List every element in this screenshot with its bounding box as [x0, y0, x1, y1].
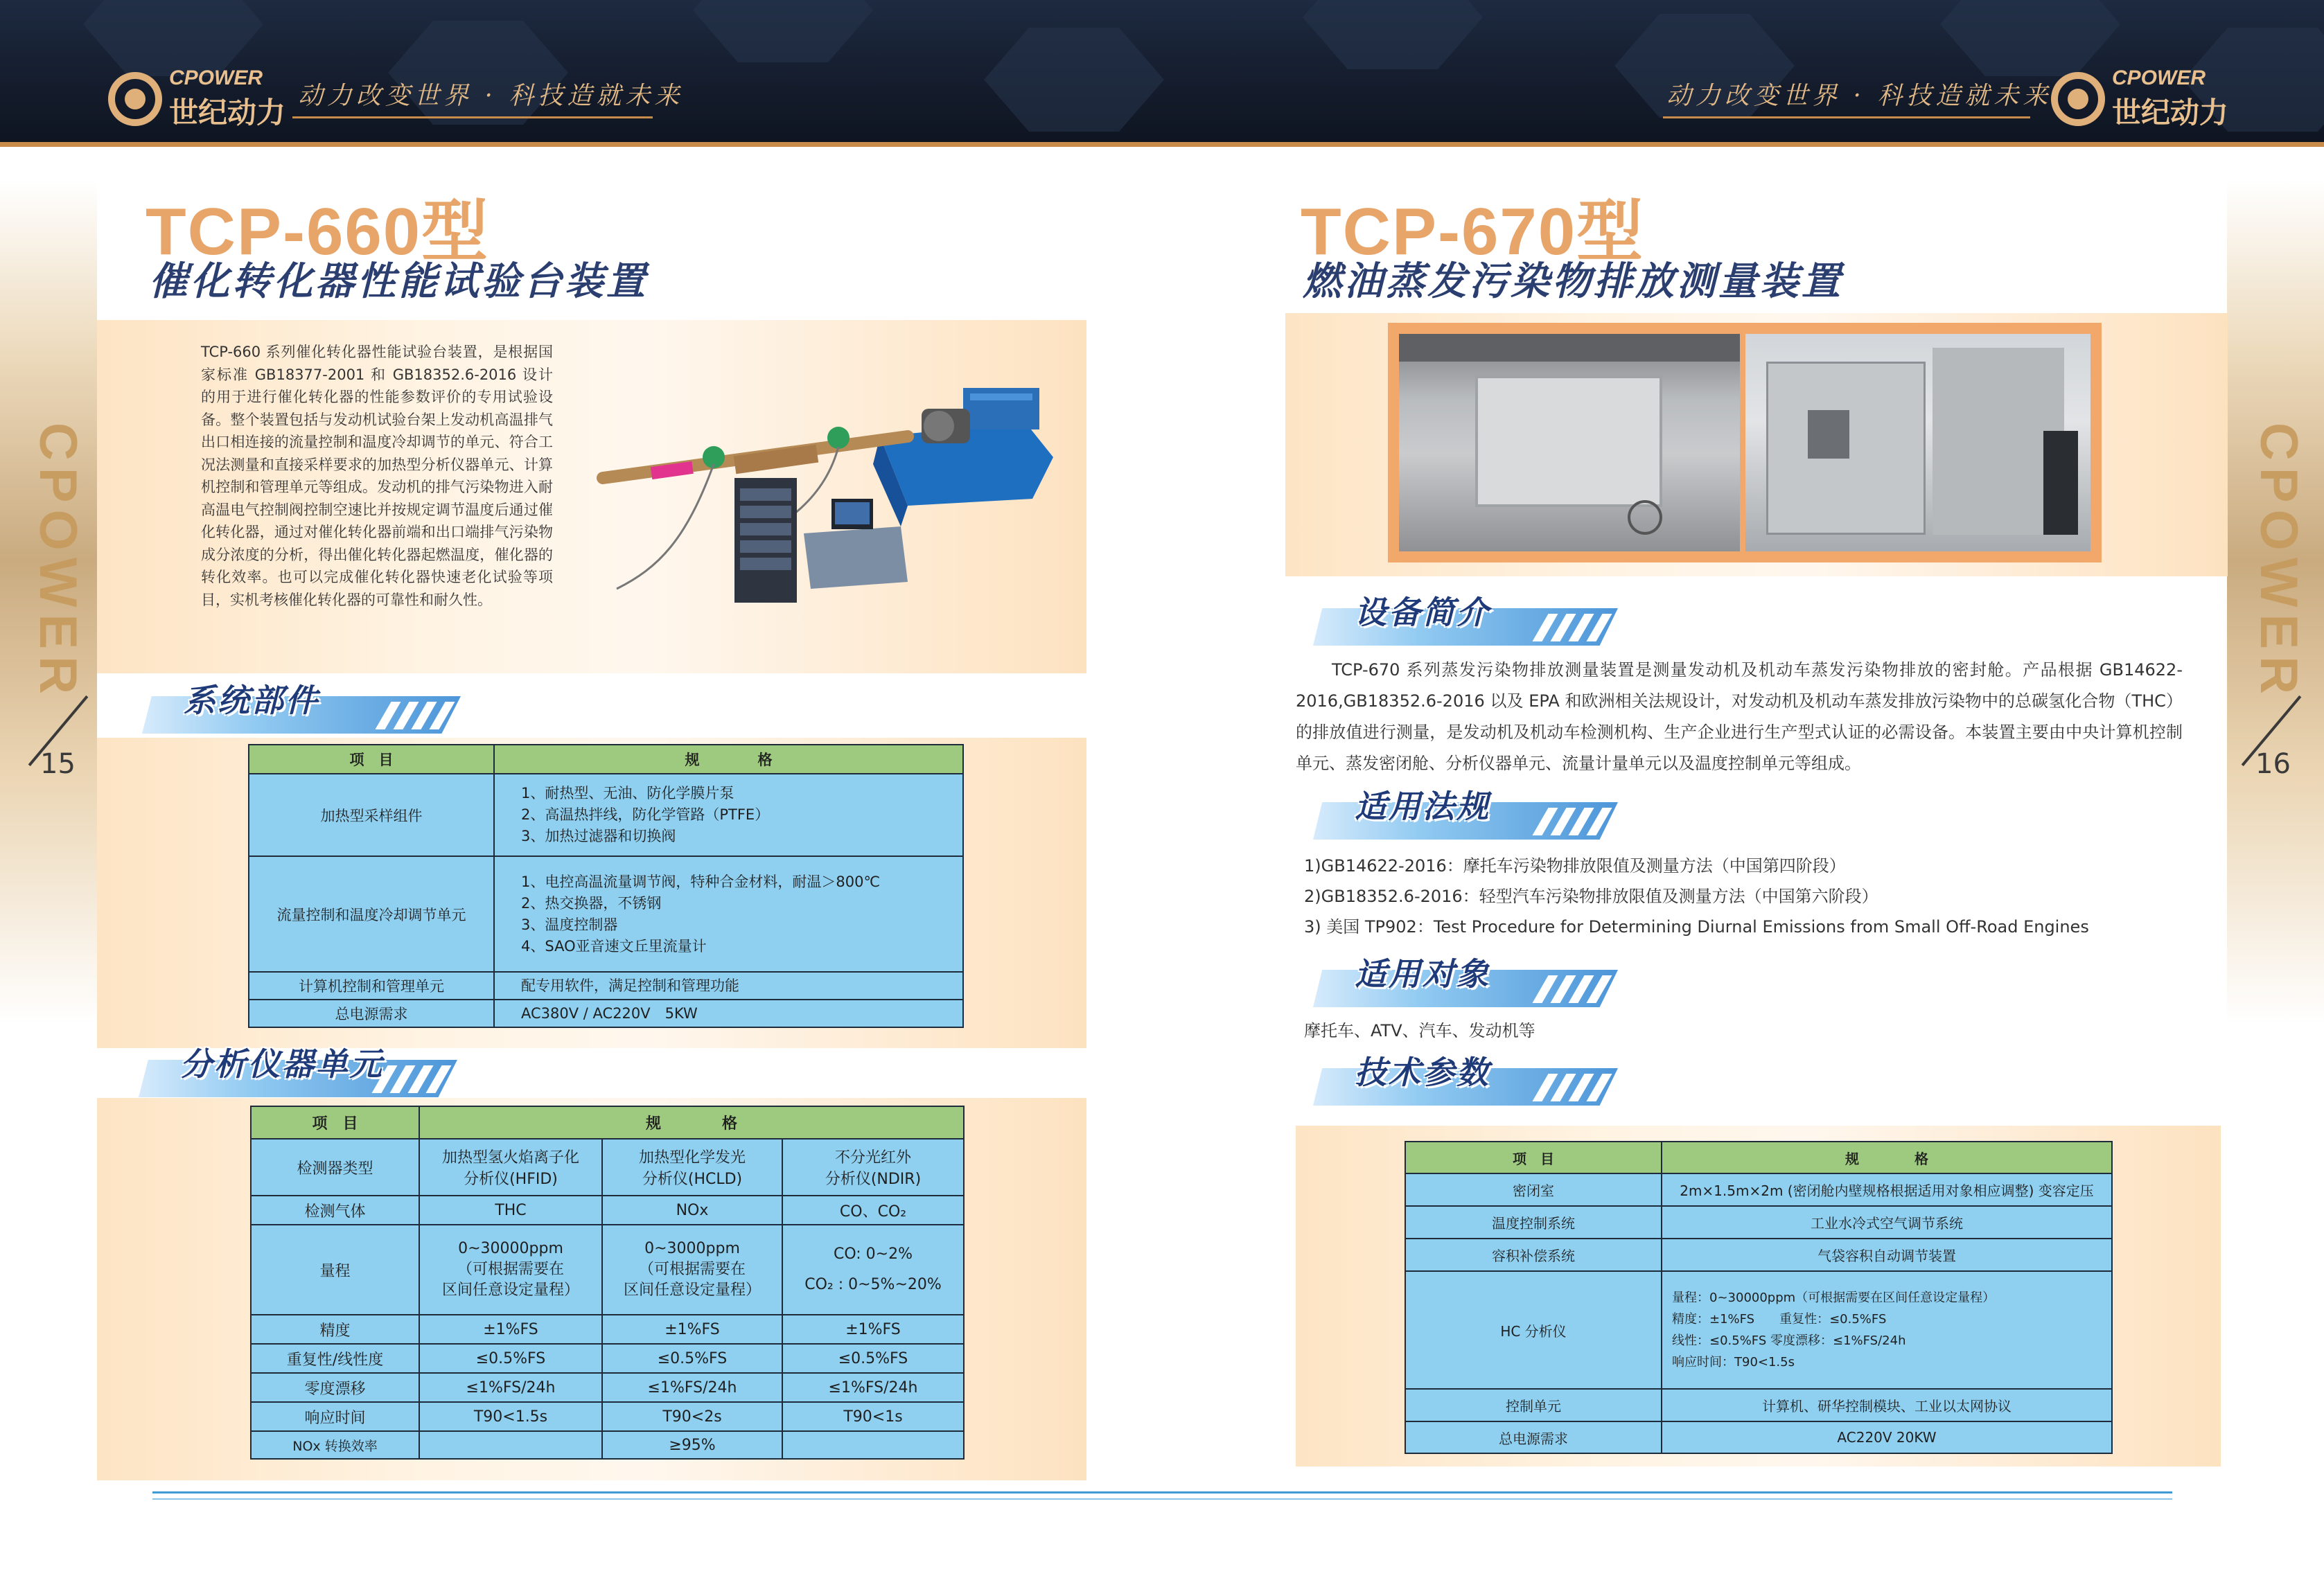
right-intro-text: TCP-670 系列蒸发污染物排放测量装置是测量发动机及机动车蒸发污染物排放的密封舱。产品根据 GB14622-2016,GB18352.6-2016 以及 EPA 和欧洲相关法规设计，对发动机及机动车蒸发排放污染物中的总碳氢化合物（THC）的排放值进行测量，是发动机及机动车检测机构、生产企业进行生产型式认证的必需设备。本装置主要由中央计算机控制单元、蒸发密闭舱、分析仪器单元、流量计量单元以及温度控制单元等组成。: [1296, 660, 2183, 773]
footer-rule-thin: [152, 1498, 2172, 1500]
side-brand-word-left: CPOWER: [28, 423, 87, 701]
section-heading-analyzers: 分析仪器单元: [139, 1039, 457, 1101]
brand-logo-left: [108, 67, 285, 132]
footer-rule: [152, 1491, 2172, 1493]
chamber-interior-photo: [1399, 334, 1740, 551]
components-header-spec: 规 格: [494, 745, 963, 774]
table-row: 检测器类型 加热型氢火焰离子化 分析仪(HFID) 加热型化学发光 分析仪(HCLD) 不分光红外 分析仪(NDIR): [251, 1139, 964, 1196]
slogan-left: 动力改变世界 · 科技造就未来: [298, 82, 684, 110]
section-heading-regulations: 适用法规: [1313, 781, 1618, 844]
chamber-exterior-photo: [1745, 334, 2090, 551]
logo-swirl-icon: [108, 72, 162, 126]
table-row: 响应时间 T90<1.5s T90<2s T90<1s: [251, 1402, 964, 1431]
slogan-right: 动力改变世界 · 科技造就未来: [1666, 82, 2052, 110]
page-number-right: 16: [2255, 748, 2291, 780]
table-row: 密闭室 2m×1.5m×2m (密闭舱内壁规格根据适用对象相应调整) 变容定压: [1405, 1173, 2112, 1206]
table-row: 总电源需求 AC380V / AC220V 5KW: [249, 1000, 963, 1027]
table-row: 容积补偿系统 气袋容积自动调节装置: [1405, 1239, 2112, 1271]
regulation-item: 2)GB18352.6-2016：轻型汽车污染物排放限值及测量方法（中国第六阶段）: [1304, 887, 1878, 906]
logo-chinese: 世纪动力: [2112, 96, 2229, 130]
components-table: [248, 744, 964, 1028]
params-table: 项 目 规 格 密闭室 2m×1.5m×2m (密闭舱内壁规格根据适用对象相应调整) 变容定压 温度控制系统 工业水冷式空气调节系统 容积补偿系统 气袋容积自动调节装置 HC 分析仪 量程：0~30000ppm（可根据需要在区间任意设定量程） 精度：±1%FS 重复性：≤0.5%FS 线性：≤0.5%FS 零度漂移：≤1%FS/24h 响应时间：T90<1.5s 控制单元 计算机、研华控制模块、工业以太网协议 总电源需求 AC220V 20KW: [1405, 1141, 2113, 1454]
logo-swirl-icon: [2051, 72, 2105, 126]
table-row: 重复性/线性度 ≤0.5%FS ≤0.5%FS ≤0.5%FS: [251, 1344, 964, 1373]
table-row: NOx 转换效率 ≥95%: [251, 1431, 964, 1459]
slogan-underline-right: [1663, 116, 2030, 118]
table-row: 控制单元 计算机、研华控制模块、工业以太网协议: [1405, 1389, 2112, 1421]
right-model-title: TCP-670型: [1301, 195, 1645, 269]
left-subtitle: 催化转化器性能试验台装置: [149, 259, 648, 304]
catalyst-test-bench-illustration: [575, 360, 1074, 610]
targets-text: 摩托车、ATV、汽车、发动机等: [1304, 1021, 1535, 1040]
page-number-left: 15: [40, 748, 76, 780]
regulation-item: 1)GB14622-2016：摩托车污染物排放限值及测量方法（中国第四阶段）: [1304, 856, 1846, 876]
table-row: 加热型采样组件 1、耐热型、无油、防化学膜片泵 2、高温热拌线，防化学管路（PTFE） 3、加热过滤器和切换阀: [249, 774, 963, 856]
table-row: HC 分析仪 量程：0~30000ppm（可根据需要在区间任意设定量程） 精度：±1%FS 重复性：≤0.5%FS 线性：≤0.5%FS 零度漂移：≤1%FS/24h 响应时间：T90<1.5s: [1405, 1271, 2112, 1389]
table-row: 温度控制系统 工业水冷式空气调节系统: [1405, 1206, 2112, 1239]
left-intro-text: TCP-660 系列催化转化器性能试验台装置，是根据国家标准 GB18377-2001 和 GB18352.6-2016 设计的用于进行催化转化器的性能参数评价的专用试验设备。整个装置包括与发动机试验台架上发动机高温排气出口相连接的流量控制和温度冷却调节的单元、符合工况法测量和直接采样要求的加热型分析仪器单元、计算机控制和管理单元等组成。发动机的排气污染物进入耐高温电气控制阀控制空速比并按规定调节温度后通过催化转化器，通过对催化转化器前端和出口端排气污染物成分浓度的分析，得出催化转化器起燃温度，催化器的转化效率。也可以完成催化转化器快速老化试验等项目，实机考核催化转化器的可靠性和耐久性。: [201, 344, 553, 608]
side-brand-word-right: CPOWER: [2249, 423, 2308, 701]
left-model-title: TCP-660型: [146, 195, 490, 269]
components-header-item: 项 目: [249, 745, 494, 774]
section-heading-components: 系统部件: [142, 675, 461, 738]
table-row: 流量控制和温度冷却调节单元 1、电控高温流量调节阀，特种合金材料，耐温＞800℃ 2、热交换器，不锈钢 3、温度控制器 4、SAO亚音速文丘里流量计: [249, 856, 963, 972]
analyzer-table: 项 目 规 格 检测器类型 加热型氢火焰离子化 分析仪(HFID) 加热型化学发光 分析仪(HCLD) 不分光红外 分析仪(NDIR) 检测气体 THC NOx CO、CO₂ 量程 0~30000ppm （可根据需要在 区间任意设定量程） 0~3000ppm （可根据需要在 区间任意设定量程） CO: 0~2% CO₂ : 0~5%~20% 精度 ±1%FS ±1%FS ±1%FS 重复性/线性度 ≤0.5%FS ≤0.5%FS ≤0.5%FS 零度漂移 ≤1%FS/24h ≤1%FS/24h ≤1%FS/24h 响应时间 T90<1.5s T90<2s T90<1s NOx 转换效率 ≥95%: [250, 1106, 965, 1460]
slogan-underline-left: [292, 116, 653, 118]
brand-logo-right: [2051, 67, 2228, 132]
header-band: [0, 0, 2324, 147]
section-heading-params: 技术参数: [1313, 1047, 1618, 1110]
table-row: 计算机控制和管理单元 配专用软件，满足控制和管理功能: [249, 972, 963, 1000]
logo-english: CPOWER: [2112, 67, 2206, 89]
regulation-item: 3) 美国 TP902：Test Procedure for Determining Diurnal Emissions from Small Off-Road Engines: [1304, 917, 2089, 937]
table-row: 量程 0~30000ppm （可根据需要在 区间任意设定量程） 0~3000ppm （可根据需要在 区间任意设定量程） CO: 0~2% CO₂ : 0~5%~20%: [251, 1225, 964, 1315]
table-row: 检测气体 THC NOx CO、CO₂: [251, 1196, 964, 1225]
logo-english: CPOWER: [169, 67, 263, 89]
table-row: 零度漂移 ≤1%FS/24h ≤1%FS/24h ≤1%FS/24h: [251, 1373, 964, 1402]
right-subtitle: 燃油蒸发污染物排放测量装置: [1303, 259, 1843, 304]
chamber-photo-frame: [1388, 323, 2102, 562]
logo-chinese: 世纪动力: [169, 96, 286, 130]
table-row: 总电源需求 AC220V 20KW: [1405, 1421, 2112, 1453]
header-rule: [0, 142, 2324, 147]
section-heading-intro: 设备简介: [1313, 587, 1618, 650]
table-row: 精度 ±1%FS ±1%FS ±1%FS: [251, 1315, 964, 1344]
section-heading-targets: 适用对象: [1313, 949, 1618, 1011]
